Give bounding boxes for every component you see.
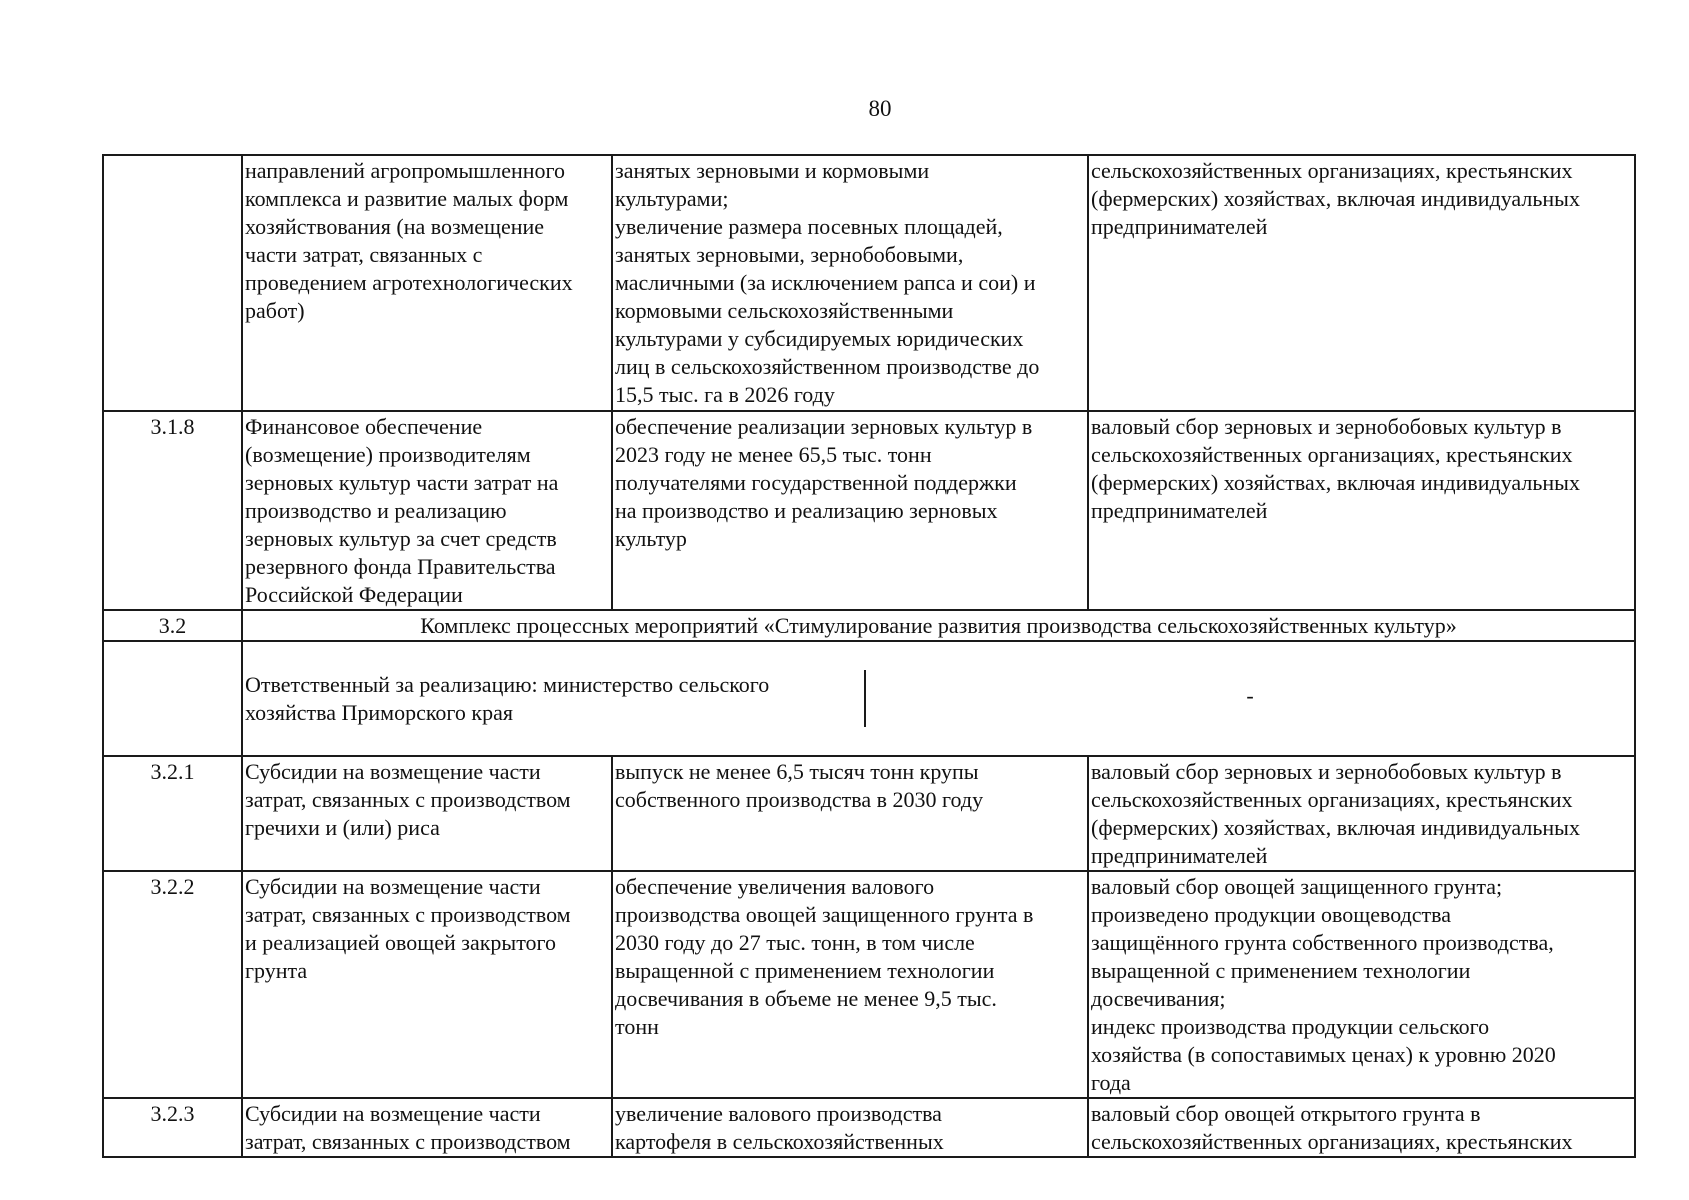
section-header-row bbox=[103, 610, 1635, 641]
measure-indicator: сельскохозяйственных организациях, крестьянских (фермерских) хозяйствах, включая индивидуальных предпринимателей bbox=[1088, 155, 1635, 411]
empty-cell bbox=[103, 641, 242, 756]
row-number: 3.2.1 bbox=[103, 756, 242, 871]
measure-name: Субсидии на возмещение части затрат, связанных с производством и реализацией овощей закрытого грунта bbox=[242, 871, 612, 1098]
measure-name: Субсидии на возмещение части затрат, связанных с производством гречихи и (или) риса bbox=[242, 756, 612, 871]
responsible-label: Ответственный за реализацию: министерство сельского хозяйства Приморского края bbox=[243, 670, 866, 727]
page-number: 80 bbox=[868, 96, 892, 121]
measure-result: выпуск не менее 6,5 тысяч тонн крупы собственного производства в 2030 году bbox=[612, 756, 1088, 871]
table-row bbox=[103, 411, 1635, 610]
section-title: Комплекс процессных мероприятий «Стимулирование развития производства сельскохозяйственных культур» bbox=[242, 610, 1635, 641]
responsible-cell bbox=[242, 641, 1635, 756]
measure-indicator: валовый сбор зерновых и зернобобовых культур в сельскохозяйственных организациях, крестьянских (фермерских) хозяйствах, включая индивидуальных предпринимателей bbox=[1088, 756, 1635, 871]
row-number bbox=[103, 155, 242, 411]
row-number: 3.1.8 bbox=[103, 411, 242, 610]
measure-indicator: валовый сбор овощей открытого грунта в сельскохозяйственных организациях, крестьянских bbox=[1088, 1098, 1635, 1157]
measure-result: занятых зерновыми и кормовыми культурами; увеличение размера посевных площадей, занятых зерновыми, зернобобовыми, масличными (за исключением рапса и сои) и кормовыми сельскохозяйственными культурами у субсидируемых юридических лиц в сельскохозяйственном производстве до 15,5 тыс. га в 2026 году bbox=[612, 155, 1088, 411]
measure-result: обеспечение увеличения валового производства овощей защищенного грунта в 2030 году до 27 тыс. тонн, в том числе выращенной с применением технологии досвечивания в объеме не менее 9,5 тыс. тонн bbox=[612, 871, 1088, 1098]
measure-name: Финансовое обеспечение (возмещение) производителям зерновых культур части затрат на производство и реализацию зерновых культур за счет средств резервного фонда Правительства Российской Федерации bbox=[242, 411, 612, 610]
section-number: 3.2 bbox=[103, 610, 242, 641]
row-number: 3.2.2 bbox=[103, 871, 242, 1098]
table-row bbox=[103, 756, 1635, 871]
measures-table bbox=[102, 154, 1636, 1158]
measure-indicator: валовый сбор зерновых и зернобобовых культур в сельскохозяйственных организациях, крестьянских (фермерских) хозяйствах, включая индивидуальных предпринимателей bbox=[1088, 411, 1635, 610]
table-row bbox=[103, 871, 1635, 1098]
row-number: 3.2.3 bbox=[103, 1098, 242, 1157]
responsible-value: - bbox=[1246, 683, 1254, 708]
measure-result: увеличение валового производства картофеля в сельскохозяйственных bbox=[612, 1098, 1088, 1157]
table-row bbox=[103, 155, 1635, 411]
table-row bbox=[103, 1098, 1635, 1157]
responsible-row bbox=[103, 641, 1635, 756]
measure-name: Субсидии на возмещение части затрат, связанных с производством bbox=[242, 1098, 612, 1157]
measure-name: направлений агропромышленного комплекса и развитие малых форм хозяйствования (на возмещение части затрат, связанных с проведением агротехнологических работ) bbox=[242, 155, 612, 411]
measure-indicator: валовый сбор овощей защищенного грунта; произведено продукции овощеводства защищённого грунта собственного производства, выращенной с применением технологии досвечивания; индекс производства продукции сельского хозяйства (в сопоставимых ценах) к уровню 2020 года bbox=[1088, 871, 1635, 1098]
measure-result: обеспечение реализации зерновых культур в 2023 году не менее 65,5 тыс. тонн получателями государственной поддержки на производство и реализацию зерновых культур bbox=[612, 411, 1088, 610]
